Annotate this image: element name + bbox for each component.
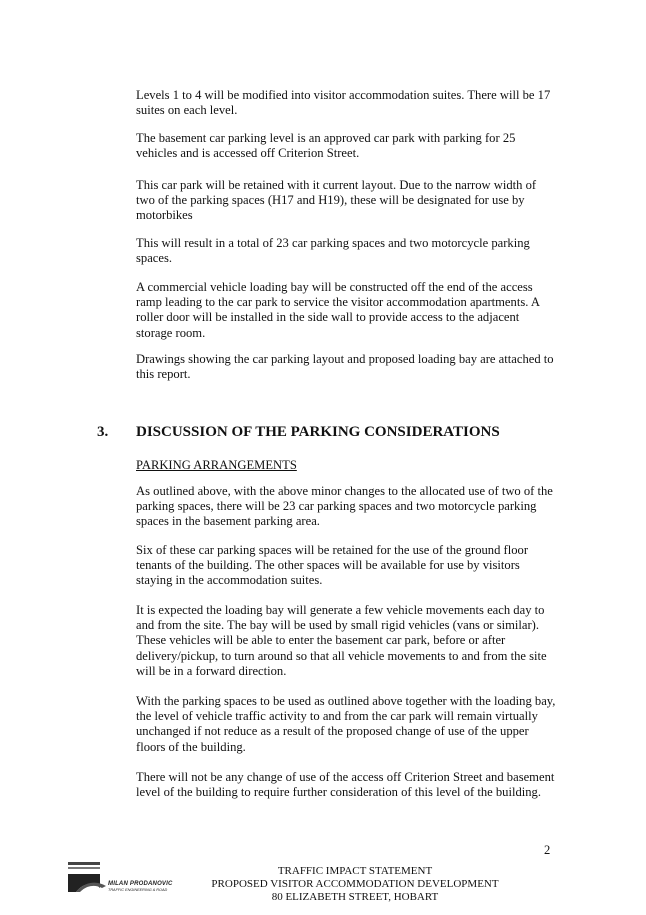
subheading-parking-arrangements: PARKING ARRANGEMENTS xyxy=(136,458,297,472)
footer-line-1: TRAFFIC IMPACT STATEMENT xyxy=(277,865,433,877)
paragraph-vehicle-movements: It is expected the loading bay will generate a few vehicle movements each day to and from the site. The bay will be used by small rigid vehicles (vans or similar). These vehicles will be able to enter the basement car park, before or after delivery/pickup, to turn around so that all vehicle movements to and from the site will be in a forward direction. xyxy=(136,603,547,678)
paragraph-no-change: There will not be any change of use of the access off Criterion Street and basement level of the building to require further consideration of this level of the building. xyxy=(136,770,555,800)
paragraph-total-spaces: This will result in a total of 23 car parking spaces and two motorcycle parking spaces. xyxy=(136,236,530,266)
logo-tagline: TRAFFIC ENGINEERING & ROAD xyxy=(108,888,168,892)
paragraph-ground-floor: Six of these car parking spaces will be retained for the use of the ground floor tenants of the building. The other spaces will be available for use by visitors staying in the accommodation suites. xyxy=(136,543,529,588)
logo-name: MILAN PRODANOVIC xyxy=(108,881,173,887)
footer-line-2: PROPOSED VISITOR ACCOMMODATION DEVELOPMENT xyxy=(211,878,499,890)
section-title: DISCUSSION OF THE PARKING CONSIDERATIONS xyxy=(136,424,500,440)
paragraph-car-park-layout: This car park will be retained with it current layout. Due to the narrow width of two of the parking spaces (H17 and H19), these will be designated for use by motorbikes xyxy=(136,178,537,223)
paragraph-drawings: Drawings showing the car parking layout and proposed loading bay are attached to this report. xyxy=(136,352,554,382)
paragraph-traffic-activity: With the parking spaces to be used as outlined above together with the loading bay, the level of vehicle traffic activity to and from the car park will remain virtually unchanged if not reduce as a result of the proposed change of use of the upper floors of the building. xyxy=(136,694,556,754)
footer-line-3: 80 ELIZABETH STREET, HOBART xyxy=(271,891,439,903)
paragraph-levels: Levels 1 to 4 will be modified into visitor accommodation suites. There will be 17 suites on each level. xyxy=(136,88,551,118)
paragraph-basement: The basement car parking level is an approved car park with parking for 25 vehicles and is accessed off Criterion Street. xyxy=(136,131,516,161)
paragraph-loading-bay: A commercial vehicle loading bay will be constructed off the end of the access ramp leading to the car park to service the visitor accommodation apartments. A roller door will be installed in the side wall to provide access to the adjacent storage room. xyxy=(136,280,540,340)
page-number: 2 xyxy=(544,843,551,857)
paragraph-outlined: As outlined above, with the above minor changes to the allocated use of two of the parking spaces, there will be 23 car parking spaces and two motorcycle parking spaces in the basement parking area. xyxy=(136,484,553,529)
footer xyxy=(190,865,520,904)
section-number: 3. xyxy=(97,424,109,440)
